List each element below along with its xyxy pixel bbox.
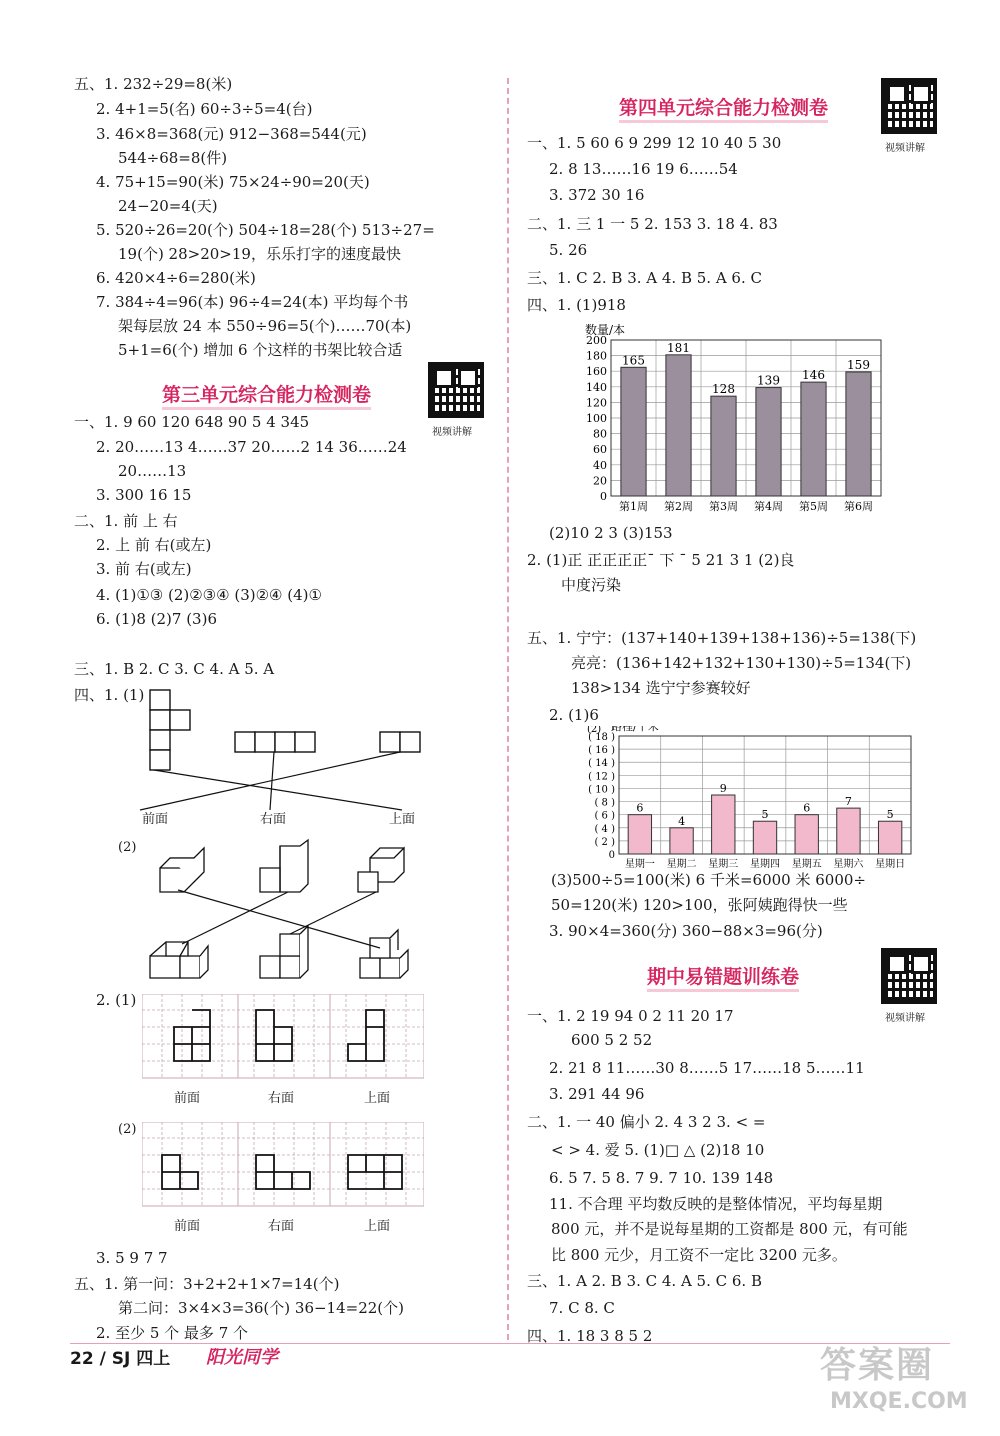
answer-line: 五、1. 宁宁：(137+140+139+138+136)÷5=138(下) bbox=[527, 629, 917, 647]
watermark-url: MXQE.COM bbox=[830, 1389, 968, 1414]
y-axis-label: 路程/千米 bbox=[611, 726, 659, 733]
bar bbox=[795, 815, 818, 854]
view-label-right: 右面 bbox=[260, 812, 287, 827]
answer-line: 7. 384÷4=96(本) 96÷4=24(本) 平均每个书 bbox=[96, 293, 409, 311]
y-tick-label: 180 bbox=[586, 349, 607, 363]
answer-line: 5+1=6(个) 增加 6 个这样的书架比较合适 bbox=[118, 341, 403, 359]
x-tick-label: 星期一 bbox=[624, 859, 655, 870]
answer-line: 11. 不合理 平均数反映的是整体情况，平均每星期 bbox=[549, 1195, 883, 1213]
answer-line: 600 5 2 52 bbox=[571, 1031, 653, 1049]
part-label: (2) bbox=[118, 840, 137, 855]
view-label-top: 上面 bbox=[364, 1091, 391, 1106]
y-tick-label: 60 bbox=[593, 443, 607, 457]
y-tick-label: ( 6 ) bbox=[594, 810, 615, 822]
view-label-front: 前面 bbox=[142, 812, 169, 827]
part-label: (2) bbox=[118, 1122, 137, 1137]
data-label: 159 bbox=[847, 357, 870, 372]
answer-line: 2. 20……13 4……37 20……2 14 36……24 bbox=[96, 438, 407, 456]
answer-line: 800 元，并不是说每星期的工资都是 800 元，有可能 bbox=[551, 1220, 908, 1238]
data-label: 128 bbox=[712, 382, 735, 397]
page-number: 22 / SJ 四上 bbox=[70, 1349, 171, 1369]
bar bbox=[628, 815, 651, 854]
view-label-right: 右面 bbox=[268, 1219, 295, 1234]
answer-line: 2. 21 8 11……30 8……5 17……18 5……11 bbox=[549, 1059, 865, 1077]
chart-part-label: (2) bbox=[587, 726, 602, 735]
answer-line: 二、1. 一 40 偏小 2. 4 3 2 3. < = bbox=[527, 1113, 766, 1131]
answer-line: 2. (1)正 正正正正¯ 下 ¯ 5 21 3 1 (2)良 bbox=[527, 551, 795, 569]
y-tick-label: 0 bbox=[608, 850, 615, 861]
bar bbox=[801, 382, 826, 496]
data-label: 181 bbox=[667, 340, 690, 355]
data-label: 6 bbox=[636, 801, 644, 815]
answer-line: 3. 前 右(或左) bbox=[96, 560, 192, 578]
y-tick-label: ( 8 ) bbox=[594, 797, 615, 809]
y-tick-label: ( 16 ) bbox=[588, 745, 615, 757]
column-divider bbox=[507, 78, 509, 1340]
x-tick-label: 第5周 bbox=[799, 500, 828, 513]
x-tick-label: 星期二 bbox=[666, 859, 697, 870]
x-tick-label: 星期五 bbox=[791, 859, 822, 870]
bar bbox=[711, 396, 736, 496]
answer-line: 6. 5 7. 5 8. 7 9. 7 10. 139 148 bbox=[549, 1169, 774, 1187]
answer-line: 一、1. 9 60 120 648 90 5 4 345 bbox=[74, 413, 310, 431]
x-tick-label: 第1周 bbox=[619, 500, 648, 513]
view-label-front: 前面 bbox=[174, 1219, 201, 1234]
answer-line: 3. 372 30 16 bbox=[549, 186, 645, 204]
grid-views-1 bbox=[142, 994, 424, 1090]
x-tick-label: 星期四 bbox=[750, 859, 780, 870]
bar bbox=[666, 355, 691, 496]
answer-line: 3. 90×4=360(分) 360−88×3=96(分) bbox=[549, 922, 823, 940]
answer-line: 二、1. 前 上 右 bbox=[74, 512, 178, 530]
bar bbox=[846, 372, 871, 496]
answer-line: 一、1. 2 19 94 0 2 11 20 17 bbox=[527, 1007, 734, 1025]
answer-line: 2. (1) bbox=[96, 991, 137, 1009]
answer-line: 2. 至少 5 个 最多 7 个 bbox=[96, 1324, 249, 1342]
x-tick-label: 第4周 bbox=[754, 500, 783, 513]
answer-line: 5. 520÷26=20(个) 504÷18=28(个) 513÷27= bbox=[96, 221, 435, 239]
y-tick-label: ( 10 ) bbox=[588, 784, 615, 796]
answer-line: 2. 8 13……16 19 6……54 bbox=[549, 160, 738, 178]
bar bbox=[621, 367, 646, 496]
y-tick-label: 100 bbox=[586, 412, 607, 425]
answer-line: 二、1. 三 1 一 5 2. 153 3. 18 4. 83 bbox=[527, 215, 778, 233]
y-tick-label: 120 bbox=[586, 396, 607, 410]
answer-line: 中度污染 bbox=[561, 576, 622, 594]
answer-line: (2)10 2 3 (3)153 bbox=[549, 524, 673, 542]
answer-line: 5. 26 bbox=[549, 241, 588, 259]
answer-line: 五、1. 232÷29=8(米) bbox=[74, 75, 233, 93]
answer-line: 五、1. 第一问：3+2+2+1×7=14(个) bbox=[74, 1275, 340, 1293]
data-label: 146 bbox=[802, 368, 825, 383]
qr-caption: 视频讲解 bbox=[885, 143, 925, 154]
y-tick-label: 140 bbox=[586, 380, 607, 394]
answer-line: 第二问：3×4×3=36(个) 36−14=22(个) bbox=[118, 1299, 404, 1317]
views-matching-diagram bbox=[124, 686, 484, 830]
data-label: 165 bbox=[622, 353, 645, 368]
grid-views-2 bbox=[142, 1122, 424, 1218]
answer-line: 3. 291 44 96 bbox=[549, 1085, 645, 1103]
qr-code-icon[interactable] bbox=[881, 78, 937, 134]
bar bbox=[670, 828, 693, 854]
data-label: 5 bbox=[761, 808, 769, 822]
y-tick-label: 20 bbox=[593, 474, 607, 488]
y-tick-label: ( 14 ) bbox=[588, 758, 615, 770]
answer-line: 3. 46×8=368(元) 912−368=544(元) bbox=[96, 125, 367, 143]
y-tick-label: ( 2 ) bbox=[594, 836, 615, 848]
y-axis-label: 数量/本 bbox=[585, 323, 626, 337]
y-tick-label: ( 12 ) bbox=[588, 771, 615, 783]
answer-line: 4. 75+15=90(米) 75×24÷90=20(天) bbox=[96, 173, 370, 191]
data-label: 4 bbox=[678, 814, 686, 828]
data-label: 139 bbox=[757, 373, 780, 388]
answer-line: 4. (1)①③ (2)②③④ (3)②④ (4)① bbox=[96, 586, 322, 604]
answer-line: 50=120(米) 120>100，张阿姨跑得快一些 bbox=[551, 896, 848, 914]
midterm-title: 期中易错题训练卷 bbox=[647, 962, 799, 989]
bar bbox=[753, 821, 776, 854]
answer-line: 6. 420×4÷6=280(米) bbox=[96, 269, 256, 287]
bar bbox=[712, 795, 735, 854]
view-label-right: 右面 bbox=[268, 1091, 295, 1106]
qr-caption: 视频讲解 bbox=[885, 1013, 925, 1024]
answer-line: < > 4. 爱 5. (1)□ △ (2)18 10 bbox=[551, 1141, 765, 1159]
y-tick-label: 40 bbox=[593, 458, 607, 472]
y-tick-label: 160 bbox=[586, 365, 607, 379]
answer-line: 三、1. B 2. C 3. C 4. A 5. A bbox=[74, 660, 275, 678]
answer-line: 3. 300 16 15 bbox=[96, 486, 192, 504]
x-tick-label: 星期日 bbox=[875, 859, 906, 870]
y-tick-label: ( 4 ) bbox=[594, 823, 615, 835]
qr-caption: 视频讲解 bbox=[432, 427, 472, 438]
answer-line: 19(个) 28>20>19，乐乐打字的速度最快 bbox=[118, 245, 401, 263]
answer-line: 三、1. A 2. B 3. C 4. A 5. C 6. B bbox=[527, 1272, 762, 1290]
view-label-top: 上面 bbox=[389, 812, 416, 827]
data-label: 9 bbox=[719, 782, 727, 795]
chart-weekly-books bbox=[577, 316, 907, 526]
answer-line: 20……13 bbox=[118, 462, 187, 480]
data-label: 6 bbox=[803, 801, 811, 815]
answer-line: 3. 5 9 7 7 bbox=[96, 1249, 168, 1267]
answer-line: 24−20=4(天) bbox=[118, 197, 218, 215]
data-label: 5 bbox=[886, 808, 894, 822]
answer-line: 7. C 8. C bbox=[549, 1299, 615, 1317]
footer-rule bbox=[70, 1343, 950, 1344]
answer-line: 2. (1)6 bbox=[549, 706, 599, 724]
answer-line: 亮亮：(136+142+132+130+130)÷5=134(下) bbox=[571, 654, 912, 672]
view-label-top: 上面 bbox=[364, 1219, 391, 1234]
answer-line: 四、1. 18 3 8 5 2 bbox=[527, 1327, 653, 1345]
watermark-logo: 答案圈 bbox=[820, 1345, 935, 1386]
x-tick-label: 第2周 bbox=[664, 500, 693, 513]
x-tick-label: 星期三 bbox=[708, 859, 739, 870]
answer-line: 比 800 元少，月工资不一定比 3200 元多。 bbox=[551, 1246, 847, 1264]
qr-code-icon[interactable] bbox=[881, 948, 937, 1004]
answer-line: 架每层放 24 本 550÷96=5(个)……70(本) bbox=[118, 317, 412, 335]
y-tick-label: ( 18 ) bbox=[588, 732, 615, 743]
answer-line: 138>134 选宁宁参赛较好 bbox=[571, 679, 751, 697]
bar bbox=[837, 808, 860, 854]
data-label: 7 bbox=[844, 795, 852, 809]
answer-line: 6. (1)8 (2)7 (3)6 bbox=[96, 610, 217, 628]
answer-line: 四、1. (1)918 bbox=[527, 296, 626, 314]
cube-solids-diagram bbox=[130, 838, 430, 988]
answer-line: (3)500÷5=100(米) 6 千米=6000 米 6000÷ bbox=[551, 871, 866, 889]
x-tick-label: 第6周 bbox=[844, 500, 873, 513]
answer-line: 一、1. 5 60 6 9 299 12 10 40 5 30 bbox=[527, 134, 782, 152]
answer-line: 2. 上 前 右(或左) bbox=[96, 536, 212, 554]
unit3-title: 第三单元综合能力检测卷 bbox=[162, 380, 371, 407]
y-tick-label: 0 bbox=[600, 490, 607, 503]
page-footer bbox=[70, 1343, 1000, 1414]
answer-line: 2. 4+1=5(名) 60÷3÷5=4(台) bbox=[96, 100, 313, 118]
brand-logo: 阳光同学 bbox=[206, 1347, 278, 1368]
bar bbox=[878, 821, 901, 854]
answer-line: 544÷68=8(件) bbox=[118, 149, 228, 167]
qr-code-icon[interactable] bbox=[428, 362, 484, 418]
bar bbox=[756, 388, 781, 496]
unit4-title: 第四单元综合能力检测卷 bbox=[619, 93, 828, 120]
view-label-front: 前面 bbox=[174, 1091, 201, 1106]
y-tick-label: 200 bbox=[586, 334, 607, 347]
x-tick-label: 第3周 bbox=[709, 500, 738, 513]
answer-line: 三、1. C 2. B 3. A 4. B 5. A 6. C bbox=[527, 269, 762, 287]
chart-daily-distance bbox=[567, 726, 937, 876]
answer-line: 四、1. (1) bbox=[74, 686, 145, 704]
x-tick-label: 星期六 bbox=[833, 859, 864, 870]
y-tick-label: 80 bbox=[593, 427, 607, 441]
